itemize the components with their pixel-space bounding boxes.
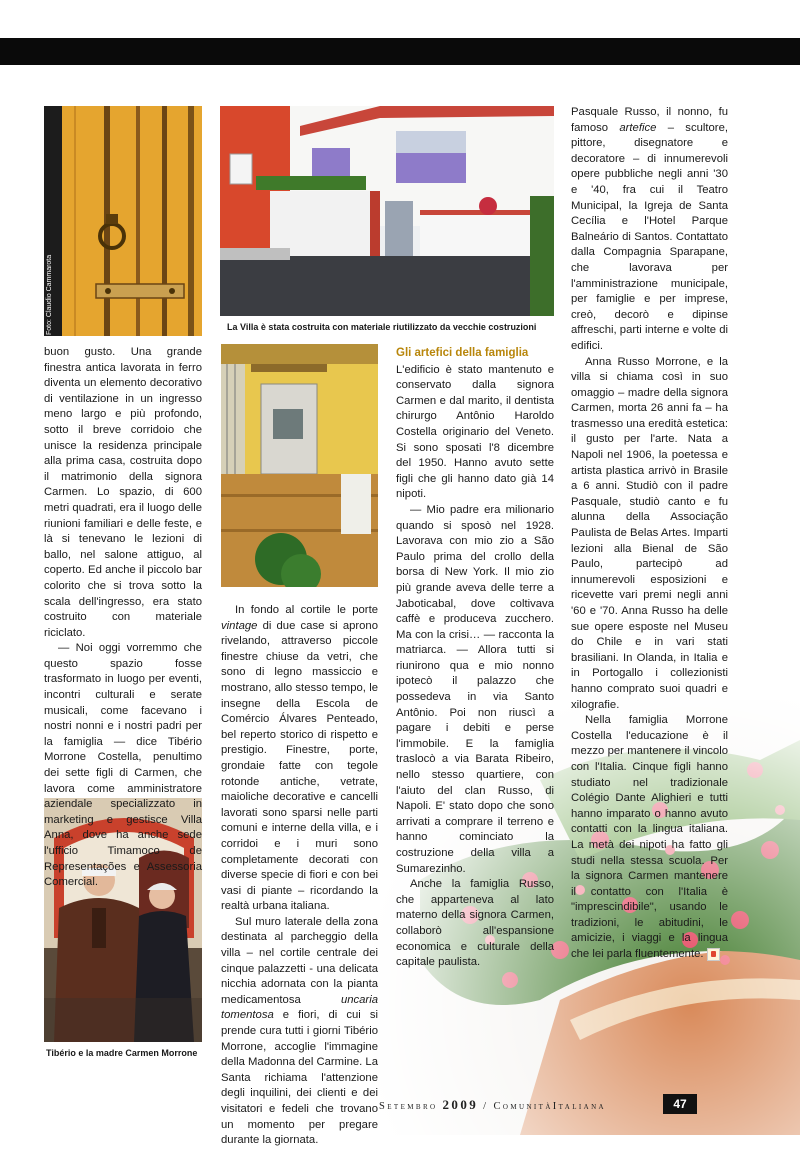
footer-separator: / xyxy=(483,1101,489,1112)
top-black-bar xyxy=(0,38,800,65)
photo-credit: Foto: Claudio Cammarota xyxy=(46,254,53,335)
column-2 xyxy=(221,603,378,1149)
col1-paragraph-1: buon gusto. Una grande finestra antica lavorata in ferro diventa un elemento decorativo di ventilazione in un ingresso meno largo e più profondo, sotto il breve corridoio che unisce la residenza principale alla prima casa, costruita dopo il matrimonio della signora Carmen. Lo spazio, di 600 metri quadrati, era il luogo delle riunioni familiari e delle feste, e là si tenevano le lezioni di ballo, nel salone attiguo, al coperto. Ed anche il piccolo bar colorito che si trova sotto la scala dell'ingresso, era stato costruito con materiale riciclato. xyxy=(44,346,202,639)
photo-villa xyxy=(220,106,554,316)
col4-paragraph-3: Nella famiglia Morrone Costella l'educazione è il mezzo per mantenere il vincolo con l'Italia. Cinque figli hanno studiato nel tradizionale Colégio Dante Alighieri e tutti hanno imparato o hanno avuto contatti con la lingua italiana. La metà dei nipoti ha fatto gli studi nella stessa scuola. Per la signora Carmen mantenere il contatto con l'Italia è "imprescindibile", usando le tradizioni, le abitudini, le amicizie, i viaggi e la lingua che lei parla fluentemente. xyxy=(571,714,728,961)
col3-paragraph-1: L'edificio è stato mantenuto e conservato dalla signora Carmen e dal marito, il dentista chirurgo Antônio Haroldo Costella originario del Veneto. Si sono sposati l'8 dicembre del 1950. Hanno avuto sette figli che gli hanno dato già 14 nipoti. xyxy=(396,363,554,501)
villa-caption: La Villa è stata costruita con materiale riutilizzato da vecchie costruzioni xyxy=(227,322,537,332)
portrait-caption: Tibério e la madre Carmen Morrone xyxy=(46,1048,198,1058)
page-footer xyxy=(379,1097,606,1113)
photo-yellow-door xyxy=(44,106,202,336)
column-1 xyxy=(44,345,202,891)
column-3 xyxy=(396,346,554,971)
col1-paragraph-2: — Noi oggi vorremmo che questo spazio fosse trasformato in luogo per eventi, incontri culturali e serate musicali, come facevano i nostri nonni e i nostri padri per la famiglia — dice Tibério Morrone Costella, penultimo dei sette figli di Carmen, che lavora come amministratore aziendale specializzato in marketing e gestisce Villa Anna, dove ha anche sede l'ufficio Timamoco de Representações e Assessoria Comercial. xyxy=(44,642,202,889)
footer-month: Setembro xyxy=(379,1101,438,1112)
footer-year: 2009 xyxy=(442,1097,479,1112)
col2-paragraph-1: In fondo al cortile le porte vintage di due case si aprono rivelando, attraverso piccole finestre chiuse da vetri, che sono di legno massiccio e mostrano, allo stesso tempo, le insegne della Escola de Comércio Álvares Penteado, bel reperto storico di rispetto e prestigio. Finestre, porte, grondaie fatte con tegole rotonde antiche, vetrate, maioliche decorative e cancelli lavorati sono sparsi nelle parti comuni e interne della villa, e i corridoi e i muri sono completamente decorati con diverse specie di fiori e con bei vasi di piante – ricordando la realtà urbana italiana. xyxy=(221,604,378,913)
column-4 xyxy=(571,105,728,963)
col3-paragraph-3: Anche la famiglia Russo, che apparteneva al lato materno della signora Carmen, collaborò all'espansione economica e culturale della capitale paulista. xyxy=(396,878,554,969)
col4-paragraph-2: Anna Russo Morrone, e la villa si chiama così in suo omaggio – madre della signora Carmen, morta 26 anni fa – ha trasmesso una eredità estetica: il gusto per l'arte. Nata a Napoli nel 1906, la poetessa e artista plastica arrivò in Brasile a 6 anni. Studiò con il padre Pasquale, studiò canto e fu alunna della Associação Paulista de Belas Artes. Imparti lezioni alla Bienal de São Paulo, partecipò ad innumerevoli esposizioni e ricevette vari premi negli anni '60 e '70. Anna Russo ha delle sue opere esposte nel Museu do Chile e in vari stati brasiliani. In Olanda, in Italia e in Portogallo i collezionisti hanno comprato suoi quadri e xilografie. xyxy=(571,355,728,711)
col2-paragraph-2: Sul muro laterale della zona destinata al parcheggio della villa – nel cortile centrale dei cinque palazzetti - una delicata nicchia adornata con la pianta medicamentosa uncaria tomentosa e fiori, di cui si prende cura tutti i giorni Tibério Morrone, accoglie l'immagine della Madonna del Carmine. La Santa richiama l'attenzione degli inquilini, dei clienti e dei visitatori e fedeli che trovano un momento per pregare durante la giornata. xyxy=(221,915,378,1147)
col4-paragraph-1: Pasquale Russo, il nonno, fu famoso artefice – scultore, pittore, disegnatore e decoratore – di innumerevoli opere pubbliche negli anni '30 e '40, fra cui il Teatro Municipal, la Igreja de Santa Cecília e l'Hotel Parque Balneário di Santos. Contattato dalla Compagnia Sparapane, che lavorava per l'amministrazione municipale, per famiglie e per imprese, creò, decorò e dipinse affreschi, parti interne e volte di edifici. xyxy=(571,106,728,352)
end-of-article-icon xyxy=(707,948,720,961)
footer-magazine: ComunitàItaliana xyxy=(493,1101,607,1112)
section-heading: Gli artefici della famiglia xyxy=(396,347,529,359)
page-number: 47 xyxy=(663,1094,697,1114)
photo-entrance-door xyxy=(221,344,378,587)
col3-paragraph-2: — Mio padre era milionario quando si sposò nel 1928. Lavorava con mio zio a São Paulo prima del crollo della borsa di New York. Il mio zio più grande aveva delle terre a Jaboticabal, dove coltivava caffè e produceva zucchero. Ma con la crisi… — racconta la matriarca. — Allora tutti si riunirono qua e mio nonno ipotecò il palazzo che possedeva in via Santo Antônio. Poi non riuscì a pagare i debiti e perse l'immobile. E la famiglia traslocò a via Barata Ribeiro, nello stesso quartiere, con l'aiuto del clan Russo, di Napoli. E' stato dopo che sono arrivati a comprare il terreno e hanno cominciato la costruzione della villa a Sumarezinho. xyxy=(396,503,554,875)
